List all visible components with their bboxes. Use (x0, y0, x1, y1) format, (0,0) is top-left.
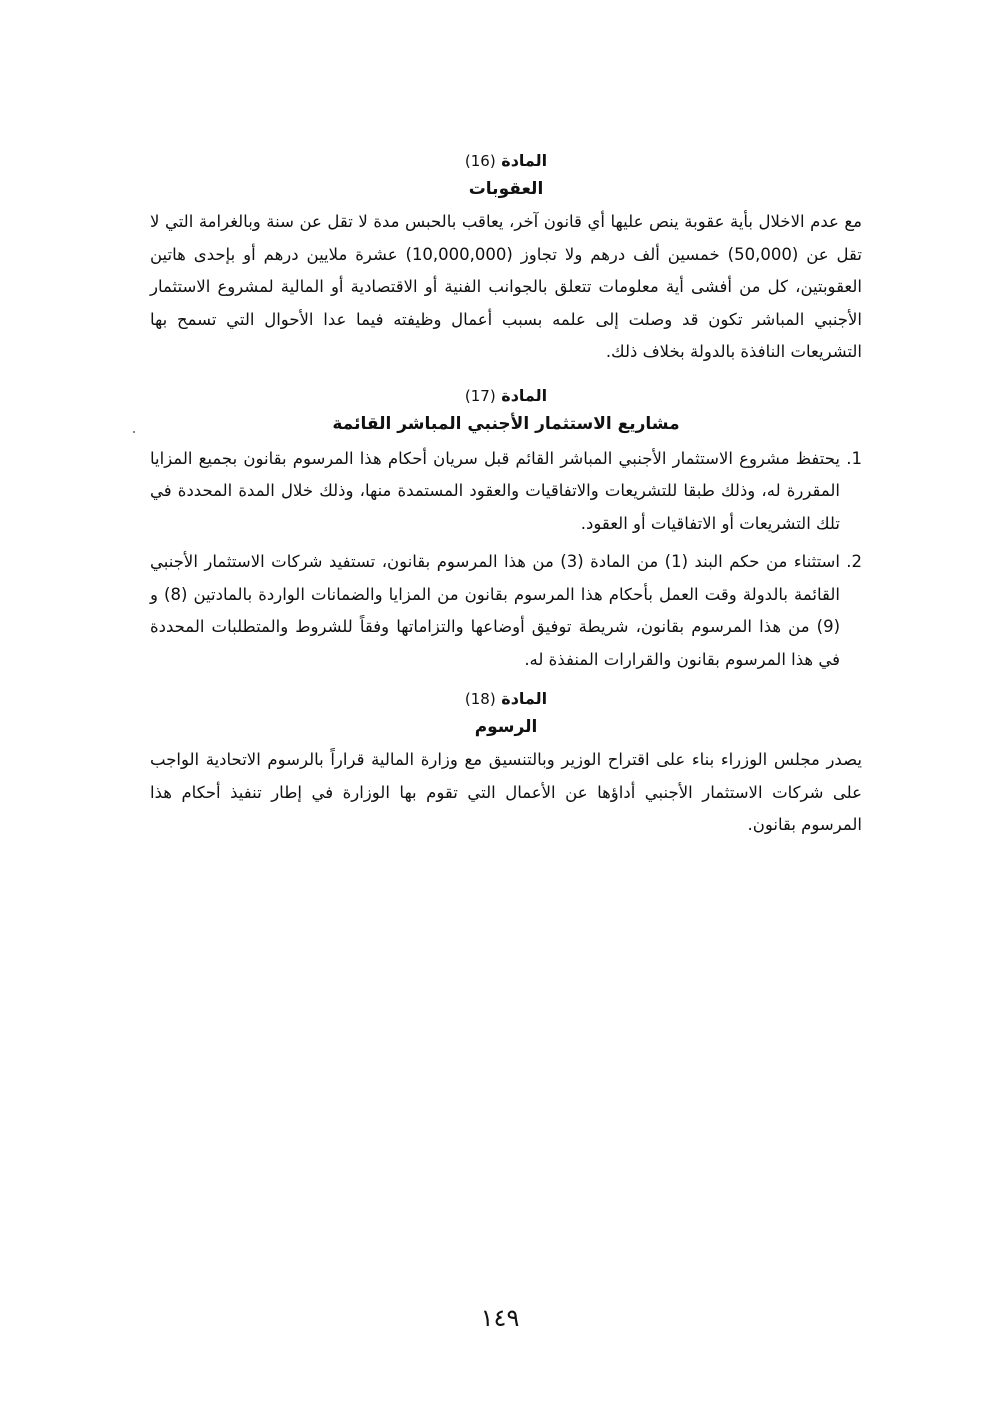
article-16-paragraph: مع عدم الاخلال بأية عقوبة ينص عليها أي قانون آخر، يعاقب بالحبس مدة لا تقل عن سنة وبالغرامة التي لا تقل عن (50,000) خمسين ألف درهم ولا تجاوز (10,000,000) عشرة ملايين درهم أو بإحدى هاتين العقوبتين، كل من أفشى أية معلومات تتعلق بالجوانب الفنية أو الاقتصادية أو المالية لمشروع الاستثمار الأجنبي المباشر تكون قد وصلت إلى علمه بسبب أعمال وظيفته فيما عدا الأحوال التي تسمح بها التشريعات النافذة بالدولة بخلاف ذلك. (150, 212, 862, 361)
article-16-heading (150, 148, 862, 174)
article-label: المادة (501, 151, 548, 170)
article-18 (150, 686, 862, 842)
document-body (150, 140, 862, 842)
article-16-title: العقوبات (468, 179, 544, 199)
article-number: (17) (464, 386, 496, 405)
article-17-heading (150, 383, 862, 409)
clause-number: 1. (846, 448, 862, 468)
article-17-title: مشاريع الاستثمار الأجنبي المباشر القائمة (332, 413, 680, 434)
article-number: (18) (464, 690, 496, 708)
article-label: المادة (501, 689, 548, 708)
scan-speck (133, 431, 135, 433)
clause-text: استثناء من حكم البند (1) من المادة (3) من هذا المرسوم بقانون، تستفيد شركات الاستثمار الأجنبي القائمة بالدولة وقت العمل بأحكام هذا المرسوم بقانون من المزايا والضمانات الواردة بالمادتين (8) و (9) من هذا المرسوم بقانون، شريطة توفيق أوضاعها والتزاماتها وفقاً للشروط والمتطلبات المحددة في هذا المرسوم بقانون والقرارات المنفذة له. (150, 552, 841, 669)
page-number: ١٤٩ (480, 1304, 520, 1332)
article-16 (150, 148, 862, 369)
clause-item (150, 443, 862, 541)
article-18-heading (150, 686, 862, 712)
clause-text: يحتفظ مشروع الاستثمار الأجنبي المباشر القائم قبل سريان أحكام هذا المرسوم بقانون بجميع المزايا المقررة له، وذلك طبقا للتشريعات والاتفاقيات والعقود المستمدة منها، وذلك خلال المدة المحددة في تلك التشريعات أو الاتفاقيات أو العقود. (150, 448, 840, 533)
clause-item (150, 546, 862, 676)
article-label: المادة (501, 385, 548, 405)
article-18-paragraph: يصدر مجلس الوزراء بناء على اقتراح الوزير وبالتنسيق مع وزارة المالية قراراً بالرسوم الاتحادية الواجب على شركات الاستثمار الأجنبي أداؤها عن الأعمال التي تقوم بها الوزارة في إطار تنفيذ أحكام هذا المرسوم بقانون. (150, 750, 862, 834)
clause-number: 2. (846, 552, 862, 571)
article-17 (150, 383, 862, 677)
article-number: (16) (464, 152, 496, 170)
article-18-title: الرسوم (474, 717, 538, 737)
article-17-clauses (150, 443, 862, 677)
